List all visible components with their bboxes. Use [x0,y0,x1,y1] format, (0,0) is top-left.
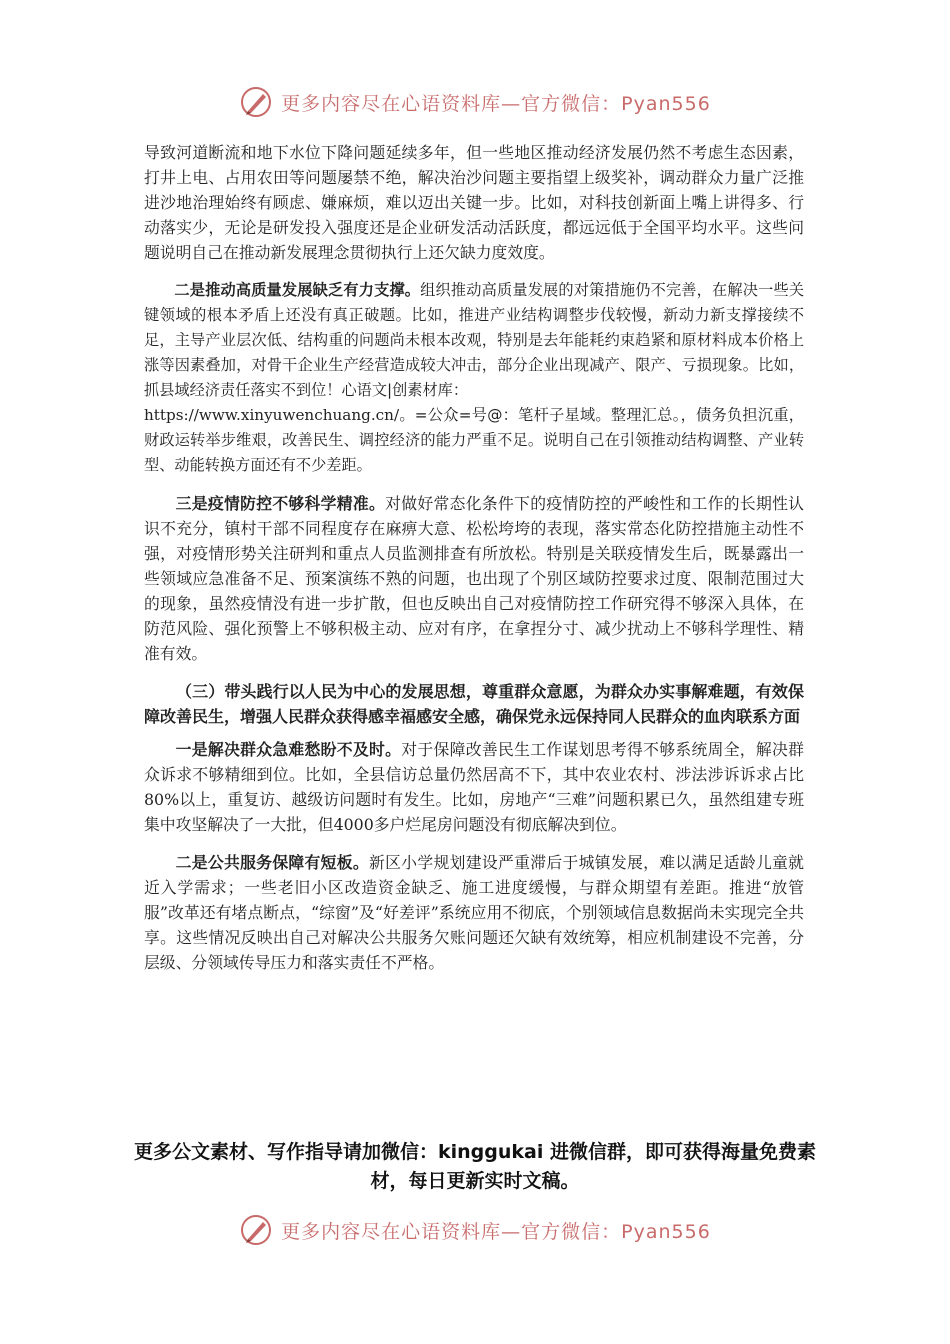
header-banner [0,82,950,122]
paragraph: 一是解决群众急难愁盼不及时。对于保障改善民生工作谋划思考得不够系统周全，解决群众诉求不够精细到位。比如，全县信访总量仍然居高不下，其中农业农村、涉法涉诉诉求占比80%以上，重复访、越级访问题时有发生。比如，房地产“三难”问题积累已久，虽然组建专班集中攻坚解决了一大批，但4000多户烂尾房问题没有彻底解决到位。 [144,740,804,834]
pen-logo-icon [239,85,273,119]
url-text: https://www.xinyuwenchuang.cn/ [144,406,400,424]
promo-text: 更多公文素材、写作指导请加微信：kinggukai 进微信群，即可获得海量免费素材，每日更新实时文稿。 [134,1141,816,1192]
banner-wechat-id: Pyan556 [621,92,711,115]
banner-text: 更多内容尽在心语资料库—官方微信： [281,1220,622,1243]
paragraph: 三是疫情防控不够科学精准。对做好常态化条件下的疫情防控的严峻性和工作的长期性认识不充分，镇村干部不同程度存在麻痹大意、松松垮垮的表现，落实常态化防控措施主动性不强，对疫情形势关注研判和重点人员监测排查有所放松。特别是关联疫情发生后，既暴露出一些领域应急准备不足、预案演练不熟的问题，也出现了个别区域防控要求过度、限制范围过大的现象，虽然疫情没有进一步扩散，但也反映出自己对疫情防控工作研究得不够深入具体，在防范风险、强化预警上不够积极主动、应对有序，在拿捏分寸、减少扰动上不够科学理性、精准有效。 [144,494,804,663]
footer-banner [0,1210,950,1250]
banner-wechat-id: Pyan556 [621,1220,711,1243]
paragraph: 二是公共服务保障有短板。新区小学规划建设严重滞后于城镇发展，难以满足适龄儿童就近入学需求；一些老旧小区改造资金缺乏、施工进度缓慢，与群众期望有差距。推进“放管服”改革还有堵点断点，“综窗”及“好差评”系统应用不彻底，个别领域信息数据尚未实现完全共享。这些情况反映出自己对解决公共服务欠账问题还欠缺有效统筹，相应机制建设不完善，分层级、分领域传导压力和落实责任不严格。 [144,853,804,972]
document-body [144,140,804,988]
paragraph-heading: 三是疫情防控不够科学精准。 [175,494,386,513]
paragraph: 导致河道断流和地下水位下降问题延续多年，但一些地区推动经济发展仍然不考虑生态因素，打井上电、占用农田等问题屡禁不绝，解决治沙问题主要指望上级奖补，调动群众力量广泛推进沙地治理始终有顾虑、嫌麻烦，难以迈出关键一步。比如，对科技创新面上嘴上讲得多、行动落实少，无论是研发投入强度还是企业研发活动活跃度，都远远低于全国平均水平。这些问题说明自己在推动新发展理念贯彻执行上还欠缺力度效度。 [144,143,804,262]
paragraph-heading: 二是公共服务保障有短板。 [175,853,370,872]
paragraph-heading: 一是解决群众急难愁盼不及时。 [175,740,402,759]
paragraph-heading: 二是推动高质量发展缺乏有力支撑。 [174,281,421,299]
section-heading: （三）带头践行以人民为中心的发展思想，尊重群众意愿，为群众办实事解难题，有效保障改善民生，增强人民群众获得感幸福感安全感，确保党永远保持同人民群众的血肉联系方面 [144,682,804,726]
paragraph: 二是推动高质量发展缺乏有力支撑。组织推动高质量发展的对策措施仍不完善，在解决一些关键领域的根本矛盾上还没有真正破题。比如，推进产业结构调整步伐较慢，新动力新支撑接续不足，主导产业层次低、结构重的问题尚未根本改观，特别是去年能耗约束趋紧和原材料成本价格上涨等因素叠加，对骨干企业生产经营造成较大冲击，部分企业出现减产、限产、亏损现象。比如，抓县域经济责任落实不到位！心语文|创素材库： https://www.xinyuwenchuang.cn/。=公众=号@：笔杆子星域。整理汇总。，债务负担沉重，财政运转举步维艰，改善民生、调控经济的能力严重不足。说明自己在引领推动结构调整、产业转型、动能转换方面还有不少差距。 [144,281,805,474]
banner-text: 更多内容尽在心语资料库—官方微信： [281,92,622,115]
pen-logo-icon [239,1213,273,1247]
